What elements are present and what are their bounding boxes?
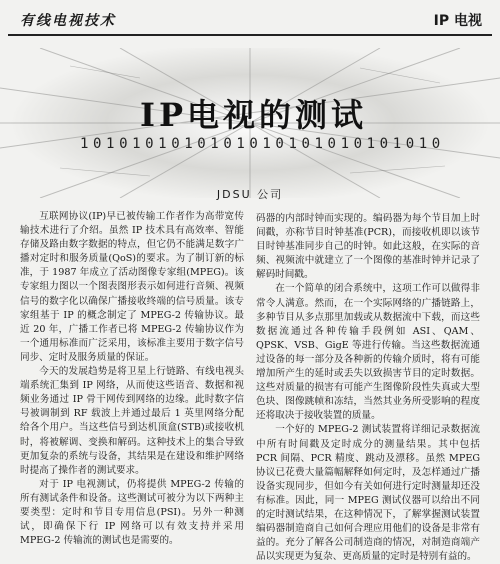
paragraph: 一个好的 MPEG-2 测试装置将详细记录数据流中所有时间戳及定时成分的测量结果。其中包括 PCR 间隔、PCR 精度、跳动及漂移。虽然 MPEG 协议已花费大量篇幅解释如何定时，及怎样通过广播设备实现同步，但如今有关如何进行定时测量却还没有标准。因此，同一 MPEG 测试仪器可以给出不同的定时测试结果，在这种情况下，了解掌握测试装置编码器制造商自己如何合理应用他们的设备是非常有益的。充分了解各公司制造商的情况，对制造商端产品以实现更为复杂、更高质量的定时是特别有益的。 xyxy=(256,424,480,563)
section-name: 有线电视技术 xyxy=(20,13,116,29)
right-column xyxy=(256,212,480,564)
left-column xyxy=(20,210,244,548)
paragraph: 对于 IP 电视测试，仍将提供 MPEG-2 传输的所有测试条件和设备。这些测试可被分为以下两种主要类型：定时和节目专用信息(PSI)。另外一种测试，即确保下行 IP 网络可以有效支持并采用 MPEG-2 传输流的测试也是需要的。 xyxy=(20,478,244,547)
page-header xyxy=(0,0,500,38)
topic-name: IP 电视 xyxy=(433,13,482,29)
title-banner xyxy=(0,48,500,198)
article-author: JDSU 公司 xyxy=(216,188,284,201)
paragraph: 在一个简单的闭合系统中，这项工作可以做得非常令人满意。然而，在一个实际网络的广播链路上，多种节目从多点那里加载或从数据流中下载，而这些数据流通过各种传输手段例如 ASI、QAM、QPSK、VSB、GigE 等进行传输。当这些数据流通过设备的每一部分及各种新的传输介质时，将有可能增加所产生的延时或丢失以致损害节目的定时数据。这些对质量的损害有可能产生图像阶段性失真或大型色块、图像跳帧和冻结，当然其业务所受影响的程度还将取决于接收装置的质量。 xyxy=(256,283,480,422)
header-divider xyxy=(8,34,492,36)
paragraph: 码器的内部时钟而实现的。编码器为每个节目加上时间戳，亦称节目时钟基准(PCR)，而接收机即以该节目时钟基准同步自己的时钟。如此这般，在实际的音频、视频流中就建立了一个图像的基准时钟并记录了解码时间戳。 xyxy=(256,213,480,281)
binary-decoration: 1010101010101010101010101010 xyxy=(80,136,445,152)
paragraph: 互联网协议(IP)早已被传输工作者作为高带宽传输技术进行了介绍。虽然 IP 技术具有高效率、智能存储及路由数字数据的特点，但它仍不能满足数字广播对定时和服务质量(QoS)的要求。为了制订新的标准，于 1987 年成立了活动图像专家组(MPEG)。该专家组力图以一个图表图形表示如何进行音频、视频信号的数字化以确保广播接收终端的信号质量。该专家组基于 IP 的概念制定了 MPEG-2 传输协议。最近 20 年，广播工作者已将 MPEG-2 传输协议作为一个通用标准而广泛采用，该标准主要用于数字信号同步、定时及服务质量的保证。 xyxy=(20,211,244,363)
article-title: IP电视的测试 xyxy=(140,96,368,134)
paragraph: 今天的发展趋势是将卫星上行链路、有线电视头端系统汇集到 IP 网络，从而使这些语音、数据和视频业务通过 IP 骨干网传到网络的边缘。此时数字信号被调制到 RF 载波上并通过最后 1 英里网络分配给各个用户。当这些信号到达机顶盒(STB)或接收机时，将被解调、变换和解码。这种技术上的集合导致更加复杂的系统与设备，其结果是在建设和维护网络时提高了操作者的测试要求。 xyxy=(20,366,244,476)
